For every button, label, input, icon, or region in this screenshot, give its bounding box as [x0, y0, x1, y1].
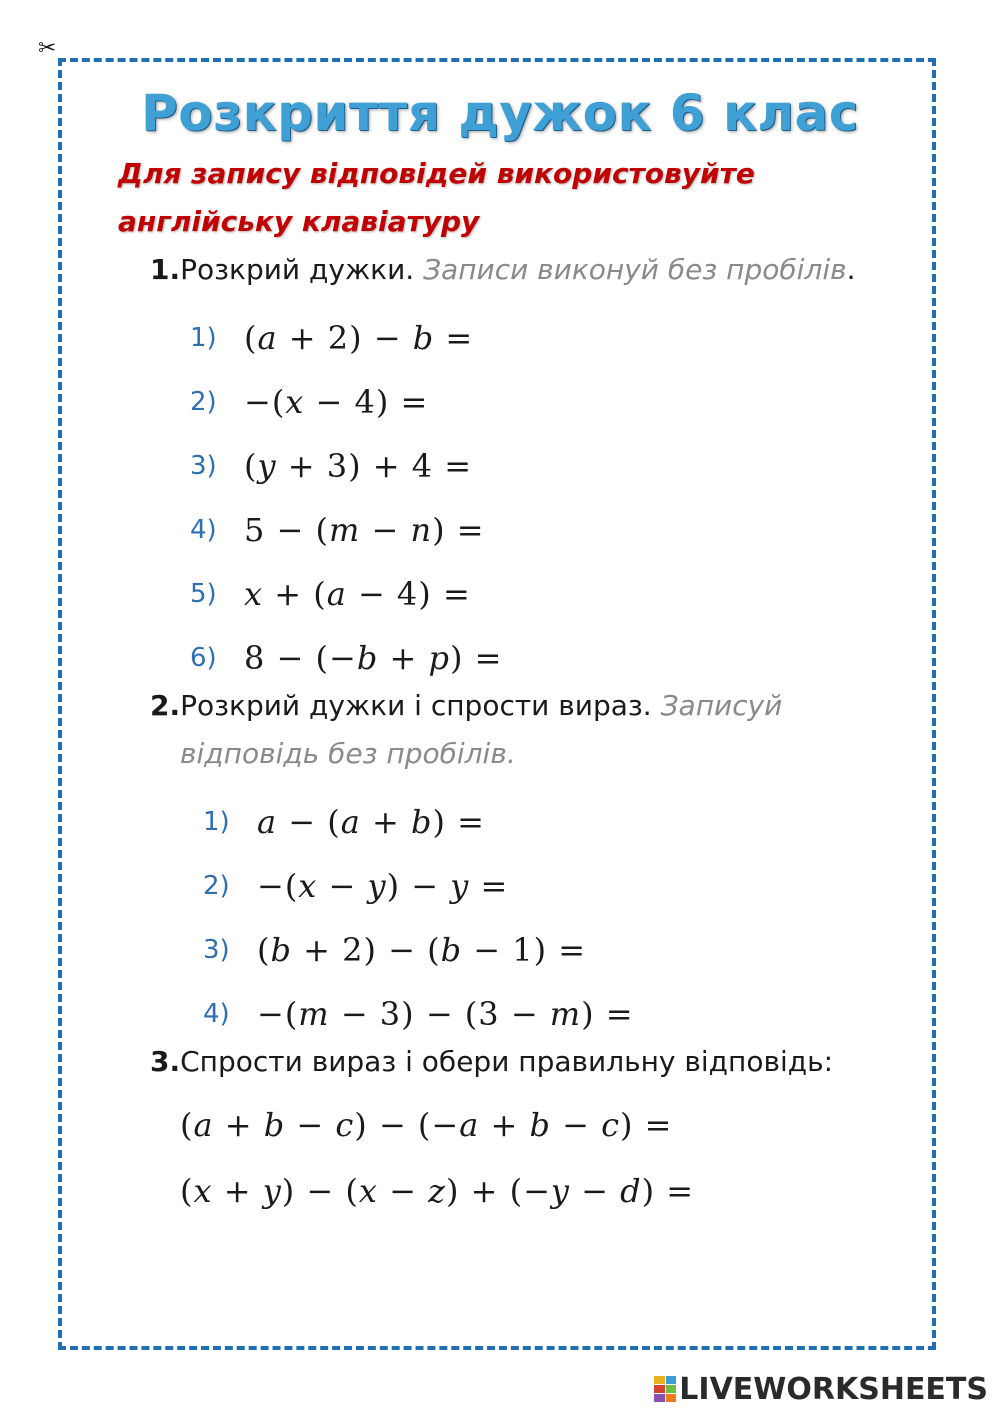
item-index: 1)	[190, 323, 217, 353]
page-title: Розкриття дужок 6 клас	[141, 84, 859, 142]
task2-item-2	[203, 866, 508, 906]
item-expression: −(𝑥 − 𝑦) − 𝑦 =	[257, 867, 509, 905]
task2-item-3	[203, 930, 586, 970]
task2-note-continuation	[180, 730, 516, 778]
task1-number: 1.	[150, 253, 181, 286]
item-expression: 5 − (𝑚 − 𝑛) =	[244, 511, 485, 549]
item-index: 2)	[190, 387, 217, 417]
task2-number: 2.	[150, 689, 181, 722]
logo-tile	[666, 1394, 677, 1402]
task3-expression-1: (𝑎 + 𝑏 − 𝑐) − (−𝑎 + 𝑏 − 𝑐) =	[180, 1106, 673, 1144]
task3-heading	[150, 1038, 833, 1086]
task3-number: 3.	[150, 1045, 181, 1078]
task2-heading	[150, 682, 782, 730]
task1-item-4	[190, 510, 485, 550]
item-expression: (𝑦 + 3) + 4 =	[244, 447, 473, 485]
logo-tile	[654, 1385, 665, 1393]
task2-item-4	[203, 994, 634, 1034]
item-index: 1)	[203, 807, 230, 837]
task1-item-3	[190, 446, 472, 486]
task1-item-2	[190, 382, 428, 422]
task2-text: Розкрий дужки і спрости вираз.	[180, 689, 661, 722]
item-index: 2)	[203, 871, 230, 901]
logo-tile	[654, 1394, 665, 1402]
task3-text: Спрости вираз і обери правильну відповідь:	[180, 1045, 834, 1078]
task2-note-line2: відповідь без пробілів.	[180, 737, 516, 770]
logo-tile	[666, 1376, 677, 1384]
brand-name: LIVEWORKSHEETS	[679, 1371, 988, 1407]
task1-tail: .	[846, 253, 856, 286]
task1-note: Записи виконуй без пробілів	[423, 253, 847, 286]
task2-note-line1: Записуй	[660, 689, 783, 722]
scissors-icon: ✂	[38, 36, 57, 61]
task1-item-6	[190, 638, 502, 678]
item-index: 3)	[190, 451, 217, 481]
item-expression: (𝑎 + 2) − 𝑏 =	[244, 319, 474, 357]
task1-heading	[150, 246, 856, 294]
task2-item-1	[203, 802, 485, 842]
logo-tile	[654, 1376, 665, 1384]
item-expression: (𝑏 + 2) − (𝑏 − 1) =	[257, 931, 587, 969]
item-index: 4)	[203, 999, 230, 1029]
item-expression: −(𝑥 − 4) =	[244, 383, 429, 421]
item-index: 6)	[190, 643, 217, 673]
task1-item-5	[190, 574, 471, 614]
item-expression: 8 − (−𝑏 + 𝑝) =	[244, 639, 503, 677]
instruction-text: Для запису відповідей використовуйте англійську клавіатуру	[118, 157, 755, 238]
liveworksheets-logo-icon	[654, 1376, 676, 1402]
item-expression: 𝑎 − (𝑎 + 𝑏) =	[257, 803, 485, 841]
item-expression: −(𝑚 − 3) − (3 − 𝑚) =	[257, 995, 634, 1033]
logo-tile	[666, 1385, 677, 1393]
liveworksheets-logo	[654, 1372, 988, 1406]
task1-text: Розкрий дужки.	[180, 253, 424, 286]
item-index: 4)	[190, 515, 217, 545]
item-index: 3)	[203, 935, 230, 965]
task1-item-1	[190, 318, 473, 358]
item-expression: 𝑥 + (𝑎 − 4) =	[244, 575, 471, 613]
item-index: 5)	[190, 579, 217, 609]
task3-expression-2: (𝑥 + 𝑦) − (𝑥 − 𝑧) + (−𝑦 − 𝑑) =	[180, 1172, 695, 1210]
